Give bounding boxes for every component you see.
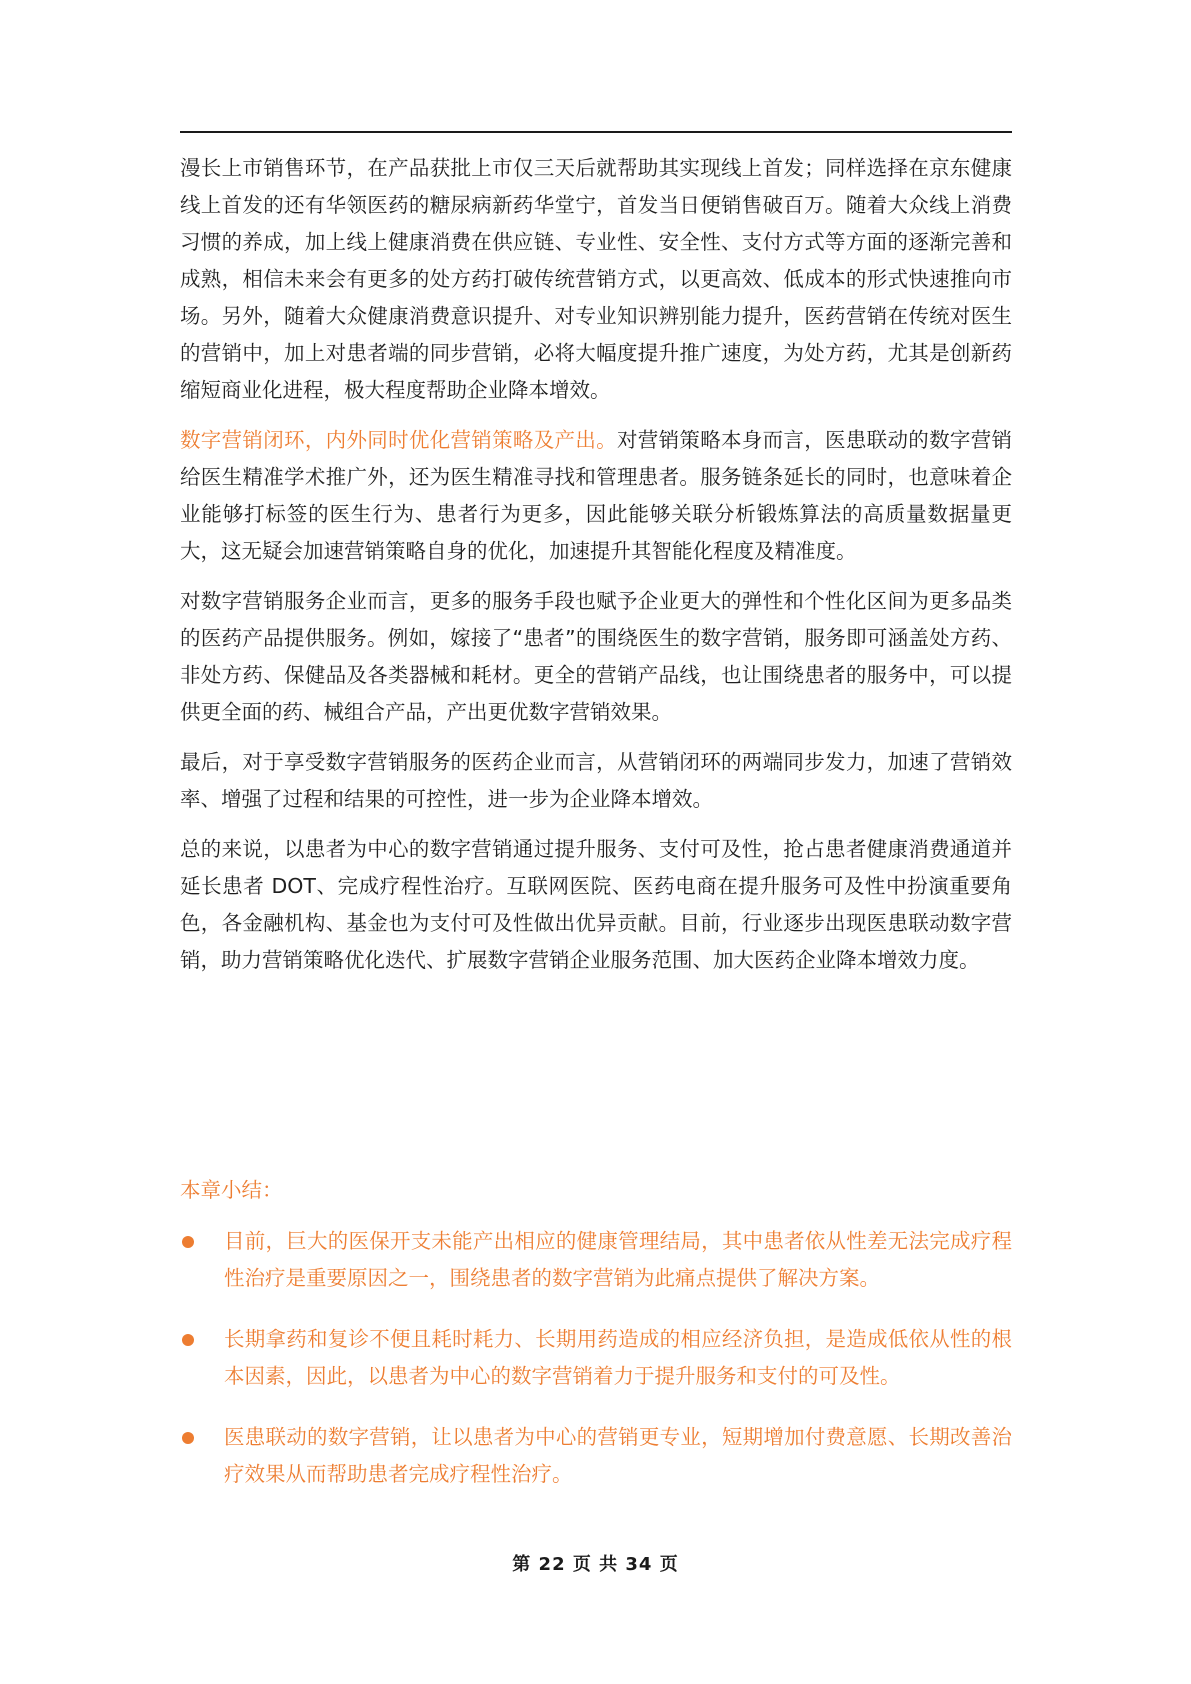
body-text [180,150,1012,992]
paragraph-2 [180,422,1012,570]
paragraph-1-text: 漫长上市销售环节，在产品获批上市仅三天后就帮助其实现线上首发；同样选择在京东健康线上首发的还有华领医药的糖尿病新药华堂宁，首发当日便销售破百万。随着大众线上消费习惯的养成，加上线上健康消费在供应链、专业性、安全性、支付方式等方面的逐渐完善和成熟，相信未来会有更多的处方药打破传统营销方式，以更高效、低成本的形式快速推向市场。另外，随着大众健康消费意识提升、对专业知识辨别能力提升，医药营销在传统对医生的营销中，加上对患者端的同步营销，必将大幅度提升推广速度，为处方药，尤其是创新药缩短商业化进程，极大程度帮助企业降本增效。 [180,156,1012,402]
header-rule [180,131,1012,133]
summary-item-text: 医患联动的数字营销，让以患者为中心的营销更专业，短期增加付费意愿、长期改善治疗效果从而帮助患者完成疗程性治疗。 [224,1425,1012,1486]
paragraph-3 [180,583,1012,731]
paragraph-5 [180,831,1012,979]
chapter-summary-title: 本章小结： [180,1178,283,1202]
bullet-dot-icon [182,1432,194,1444]
summary-item-text: 长期拿药和复诊不便且耗时耗力、长期用药造成的相应经济负担，是造成低依从性的根本因素，因此，以患者为中心的数字营销着力于提升服务和支付的可及性。 [224,1327,1012,1388]
paragraph-5-text: 总的来说，以患者为中心的数字营销通过提升服务、支付可及性，抢占患者健康消费通道并延长患者 DOT、完成疗程性治疗。互联网医院、医药电商在提升服务可及性中扮演重要角色，各金融机构、基金也为支付可及性做出优异贡献。目前，行业逐步出现医患联动数字营销，助力营销策略优化迭代、扩展数字营销企业服务范围、加大医药企业降本增效力度。 [180,837,1012,972]
summary-item [180,1419,1012,1493]
paragraph-3-text: 对数字营销服务企业而言，更多的服务手段也赋予企业更大的弹性和个性化区间为更多品类的医药产品提供服务。例如，嫁接了“患者”的围绕医生的数字营销，服务即可涵盖处方药、非处方药、保健品及各类器械和耗材。更全的营销产品线，也让围绕患者的服务中，可以提供更全面的药、械组合产品，产出更优数字营销效果。 [180,589,1012,724]
summary-item [180,1223,1012,1297]
chapter-summary-list [180,1223,1012,1517]
summary-item-text: 目前，巨大的医保开支未能产出相应的健康管理结局，其中患者依从性差无法完成疗程性治疗是重要原因之一，围绕患者的数字营销为此痛点提供了解决方案。 [224,1229,1012,1290]
bullet-dot-icon [182,1236,194,1248]
paragraph-1 [180,150,1012,409]
paragraph-4 [180,744,1012,818]
paragraph-2-highlight: 数字营销闭环，内外同时优化营销策略及产出。 [180,428,617,452]
page-number: 第 22 页 共 34 页 [512,1554,679,1575]
paragraph-2-text: 对营销策略本身而言，医患联动的数字营销给医生精准学术推广外，还为医生精准寻找和管理患者。服务链条延长的同时，也意味着企业能够打标签的医生行为、患者行为更多，因此能够关联分析锻炼算法的高质量数据量更大，这无疑会加速营销策略自身的优化，加速提升其智能化程度及精准度。 [180,428,1013,563]
bullet-dot-icon [182,1334,194,1346]
summary-item [180,1321,1012,1395]
paragraph-4-text: 最后，对于享受数字营销服务的医药企业而言，从营销闭环的两端同步发力，加速了营销效率、增强了过程和结果的可控性，进一步为企业降本增效。 [180,750,1012,811]
